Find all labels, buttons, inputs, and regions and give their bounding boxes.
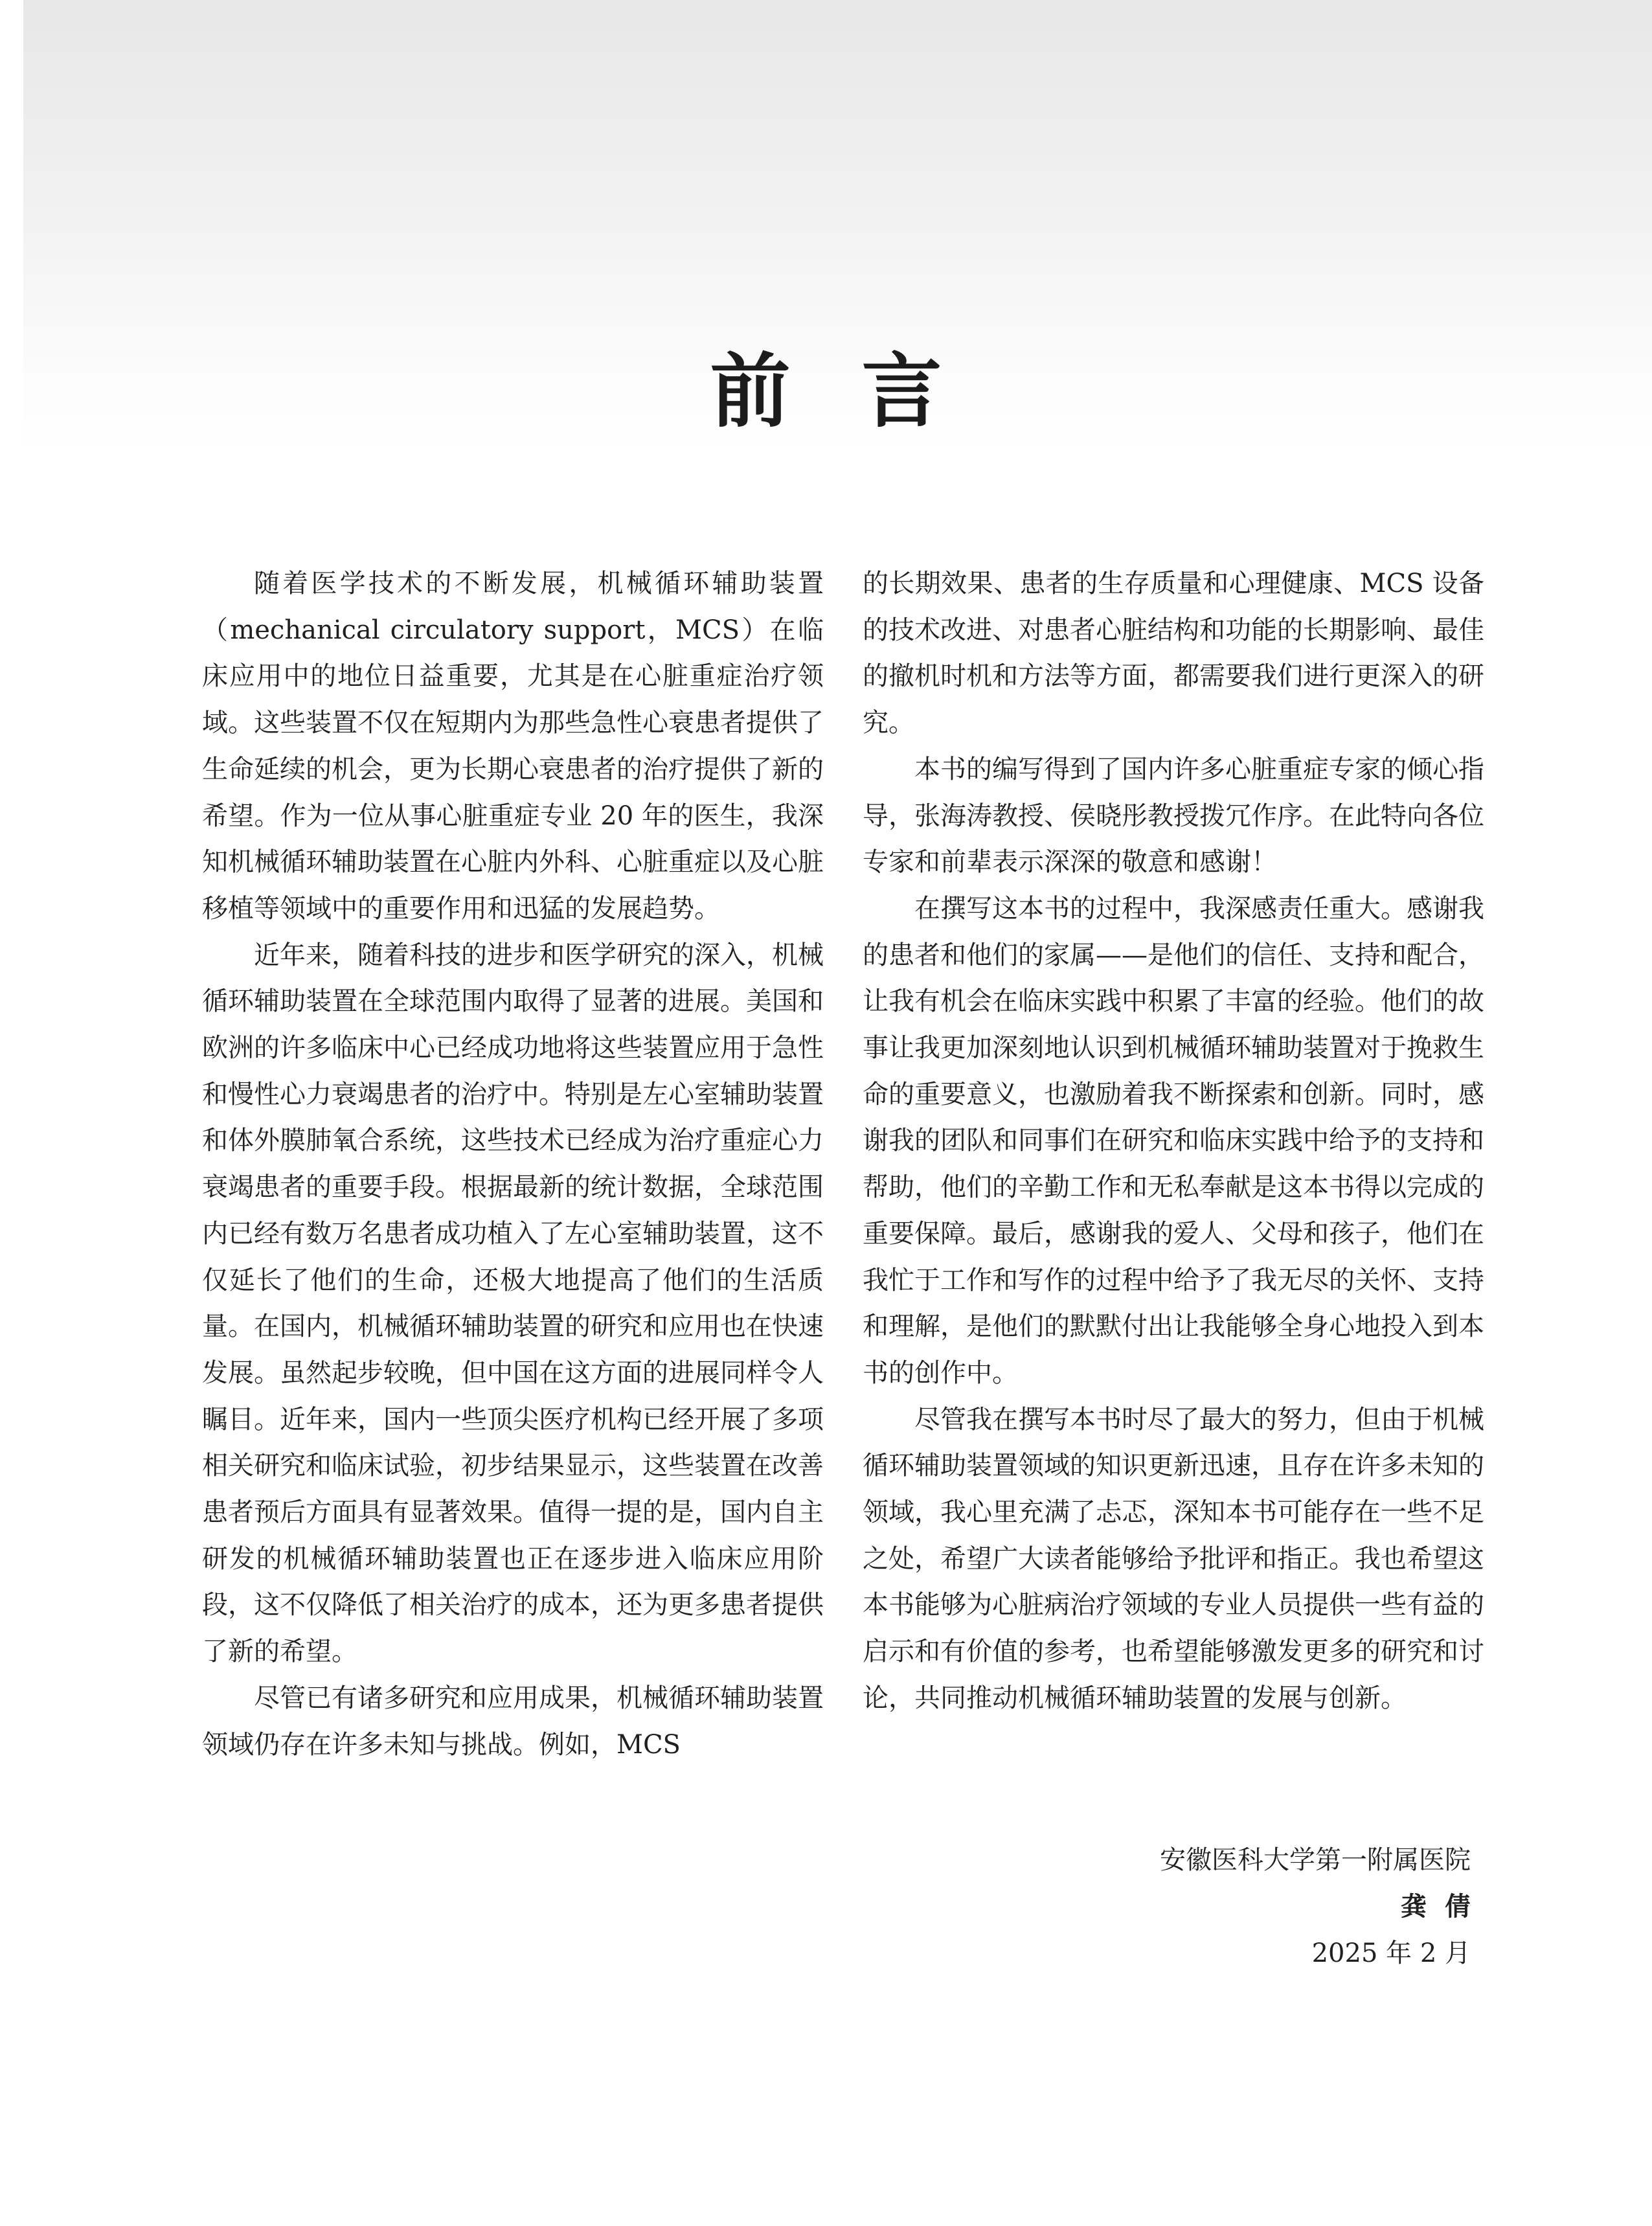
author-name: 龚倩 (1401, 1892, 1489, 1922)
paragraph: 尽管已有诸多研究和应用成果，机械循环辅助装置领域仍存在许多未知与挑战。例如，MCS (202, 1683, 824, 1760)
page-title: 前言 (710, 345, 1013, 439)
paragraph-continuation: 的长期效果、患者的生存质量和心理健康、MCS 设备的技术改进、对患者心脏结构和功能的长期影响、最佳的撤机时机和方法等方面，都需要我们进行更深入的研究。 (863, 569, 1484, 738)
paragraph: 在撰写这本书的过程中，我深感责任重大。感谢我的患者和他们的家属——是他们的信任、支持和配合，让我有机会在临床实践中积累了丰富的经验。他们的故事让我更加深刻地认识到机械循环辅助装置对于挽救生命的重要意义，也激励着我不断探索和创新。同时，感谢我的团队和同事们在研究和临床实践中给予的支持和帮助，他们的辛勤工作和无私奉献是这本书得以完成的重要保障。最后，感谢我的爱人、父母和孩子，他们在我忙于工作和写作的过程中给予了我无尽的关怀、支持和理解，是他们的默默付出让我能够全身心地投入到本书的创作中。 (863, 893, 1484, 1388)
left-column (202, 561, 824, 1768)
paragraph: 尽管我在撰写本书时尽了最大的努力，但由于机械循环辅助装置领域的知识更新迅速，且存在许多未知的领域，我心里充满了忐忑，深知本书可能存在一些不足之处，希望广大读者能够给予批评和指正。我也希望这本书能够为心脏病治疗领域的专业人员提供一些有益的启示和有价值的参考，也希望能够激发更多的研究和讨论，共同推动机械循环辅助装置的发展与创新。 (863, 1404, 1484, 1713)
signature-date: 2025 年 2 月 (1311, 1938, 1471, 1968)
paragraph: 本书的编写得到了国内许多心脏重症专家的倾心指导，张海涛教授、侯晓彤教授拨冗作序。在此特向各位专家和前辈表示深深的敬意和感谢！ (863, 754, 1484, 878)
paragraph: 随着医学技术的不断发展，机械循环辅助装置（mechanical circulatory support，MCS）在临床应用中的地位日益重要，尤其是在心脏重症治疗领域。这些装置不仅在短期内为那些急性心衰患者提供了生命延续的机会，更为长期心衰患者的治疗提供了新的希望。作为一位从事心脏重症专业 20 年的医生，我深知机械循环辅助装置在心脏内外科、心脏重症以及心脏移植等领域中的重要作用和迅猛的发展趋势。 (202, 569, 824, 924)
institution-name: 安徽医科大学第一附属医院 (1160, 1845, 1471, 1875)
right-column (863, 561, 1484, 1722)
paragraph: 近年来，随着科技的进步和医学研究的深入，机械循环辅助装置在全球范围内取得了显著的进展。美国和欧洲的许多临床中心已经成功地将这些装置应用于急性和慢性心力衰竭患者的治疗中。特别是左心室辅助装置和体外膜肺氧合系统，这些技术已经成为治疗重症心力衰竭患者的重要手段。根据最新的统计数据，全球范围内已经有数万名患者成功植入了左心室辅助装置，这不仅延长了他们的生命，还极大地提高了他们的生活质量。在国内，机械循环辅助装置的研究和应用也在快速发展。虽然起步较晚，但中国在这方面的进展同样令人瞩目。近年来，国内一些顶尖医疗机构已经开展了多项相关研究和临床试验，初步结果显示，这些装置在改善患者预后方面具有显著效果。值得一提的是，国内自主研发的机械循环辅助装置也正在逐步进入临床应用阶段，这不仅降低了相关治疗的成本，还为更多患者提供了新的希望。 (202, 940, 824, 1667)
signature-block (1160, 1837, 1489, 1977)
